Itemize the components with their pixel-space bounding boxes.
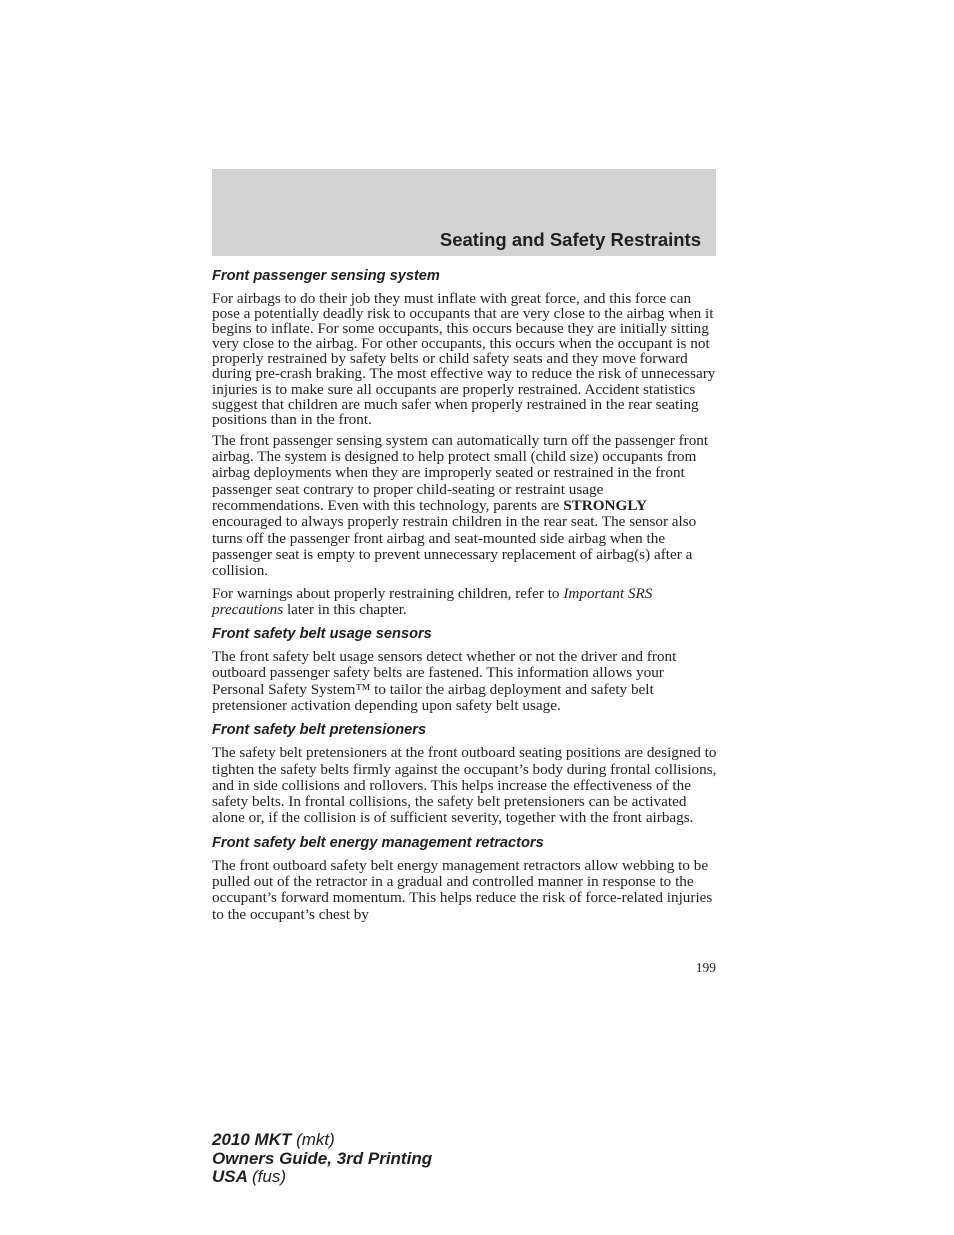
srs-precautions-reference: Important SRS precautions <box>212 584 653 618</box>
document-footer <box>212 1131 432 1187</box>
paragraph-sensing-system: The front passenger sensing system can automatically turn off the passenger front airbag. The system is designed to help protect small (child size) occupants from airbag deployments when they are improperly seated or restrained in the front passenger seat contrary to proper child-seating or restraint usage recommendations. Even with this technology, parents are STRONGLY encouraged to always properly restrain children in the rear seat. The sensor also turns off the passenger front airbag and seat-mounted side airbag when the passenger seat is empty to prevent unnecessary replacement of airbag(s) after a collision. <box>212 431 709 580</box>
footer-region-line: USA (fus) <box>212 1167 286 1186</box>
heading-passenger-sensing: Front passenger sensing system <box>212 268 440 284</box>
heading-belt-usage-sensors: Front safety belt usage sensors <box>212 626 432 643</box>
footer-guide-line: Owners Guide, 3rd Printing <box>212 1148 433 1168</box>
paragraph-child-warnings: For warnings about properly restraining children, refer to Important SRS precautions later in this chapter. <box>212 584 653 618</box>
paragraph-airbag-risk: For airbags to do their job they must inflate with great force, and this force can pose a potentially deadly risk to occupants that are very close to the airbag when it begins to inflate. For some occupants, this occurs because they are initially sitting very close to the airbag. For other occupants, this occurs when the occupant is not properly restrained by safety belts or child safety seats and they move forward during pre-crash braking. The most effective way to reduce the risk of unnecessary injuries is to make sure all occupants are properly restrained. Accident statistics suggest that children are much safer when properly restrained in the rear seating positions than in the front. <box>212 290 716 428</box>
section-title: Seating and Safety Restraints <box>439 229 701 250</box>
heading-belt-pretensioners: Front safety belt pretensioners <box>212 722 427 739</box>
paragraph-belt-usage-sensors: The front safety belt usage sensors detect whether or not the driver and front outboard passenger safety belts are fastened. This information allows your Personal Safety System™ to tailor the airbag deployment and safety belt pretensioner activation depending upon safety belt usage. <box>212 648 677 714</box>
footer-model-line: 2010 MKT (mkt) <box>212 1130 335 1149</box>
section-header-band <box>212 169 716 256</box>
paragraph-energy-retractors: The front outboard safety belt energy management retractors allow webbing to be pulled out of the retractor in a gradual and controlled manner in response to the occupant’s forward momentum. This helps reduce the risk of force-related injuries to the occupant’s chest by <box>212 856 713 923</box>
page-number: 199 <box>695 960 716 975</box>
heading-energy-retractors: Front safety belt energy management retractors <box>212 834 544 851</box>
page-content <box>212 266 718 929</box>
strongly-emphasis: STRONGLY <box>563 497 648 515</box>
paragraph-belt-pretensioners: The safety belt pretensioners at the front outboard seating positions are designed to tighten the safety belts firmly against the occupant’s body during frontal collisions, and in side collisions and rollovers. This helps increase the effectiveness of the safety belts. In frontal collisions, the safety belt pretensioners can be activated alone or, if the collision is of sufficient severity, together with the front airbags. <box>212 744 717 827</box>
